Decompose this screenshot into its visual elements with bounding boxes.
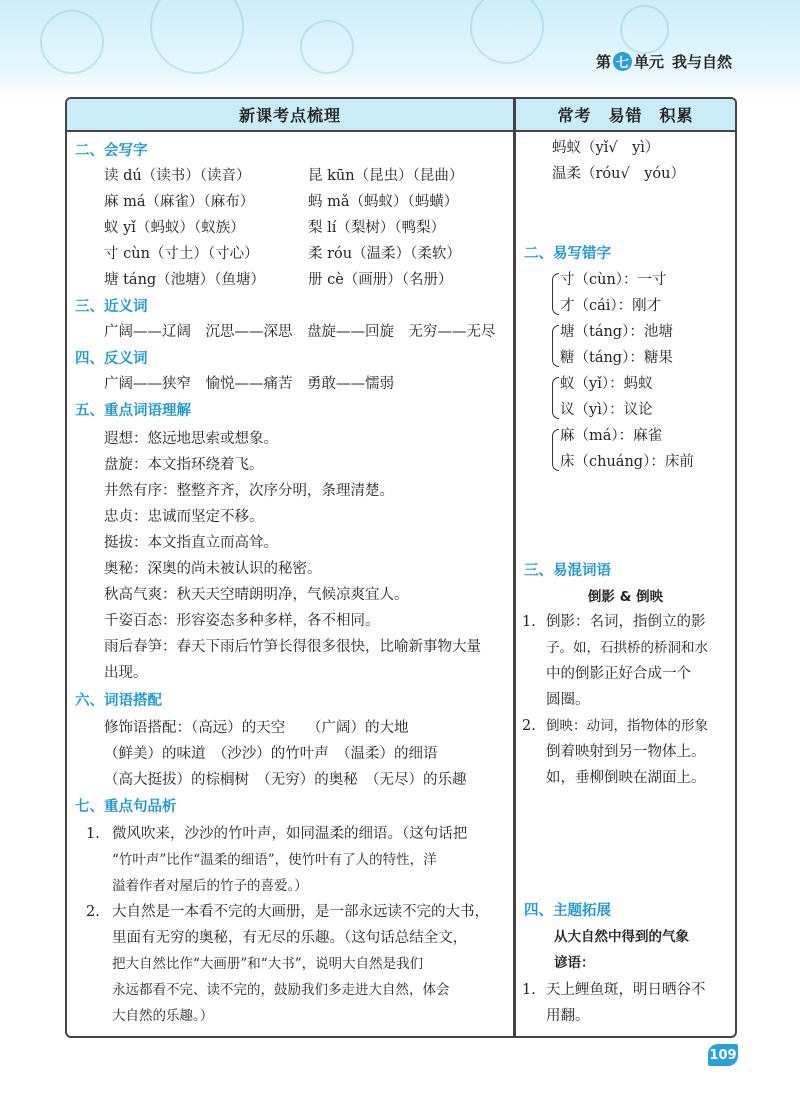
brace-icon	[552, 429, 559, 471]
sentence-item-number: 2.	[86, 904, 100, 920]
section-title-sentence-analysis: 七、重点句品析	[75, 799, 177, 815]
definition-line: 雨后春笋：春天下雨后竹笋长得很多很快，比喻新事物大量	[104, 639, 481, 655]
definition-line: 遐想：悠远地思索或想象。	[104, 431, 278, 447]
synonyms-line: 广阔——辽阔 沉思——深思 盘旋——回旋 无穷——无尽	[104, 324, 496, 340]
brace-icon	[552, 377, 559, 419]
sentence-item-number: 1.	[86, 826, 100, 842]
char-row-5-b: 册 cè（画册）（名册）	[308, 272, 453, 288]
confusing-line: 子。如，石拱桥的桥洞和水	[546, 640, 708, 656]
char-pair-line: 床（chuáng）：床前	[560, 454, 694, 470]
char-pair-line: 蚁（yǐ）：蚂蚁	[560, 376, 653, 392]
definition-line: 秋高气爽：秋天天空晴朗明净，气候凉爽宜人。	[104, 587, 409, 603]
sentence-line: 溢着作者对屋后的竹子的喜爱。）	[112, 878, 308, 894]
left-heading: 新课考点梳理	[67, 99, 513, 132]
section-title-antonyms: 四、反义词	[75, 351, 148, 367]
unit-suffix: 单元	[633, 52, 664, 71]
char-row-2-b: 蚂 mǎ（蚂蚁）（蚂蟥）	[308, 194, 459, 210]
unit-number-badge: 七	[613, 52, 632, 71]
char-row-1-a: 读 dú（读书）（读音）	[104, 168, 251, 184]
char-pair-line: 寸（cùn）：一寸	[560, 272, 667, 288]
confusing-words-subtitle: 倒影 & 倒映	[587, 589, 664, 605]
page-number: 109	[708, 1044, 738, 1066]
sentence-line: 里面有无穷的奥秘，有无尽的乐趣。（这句话总结全文，	[112, 930, 468, 946]
collocation-line: （鲜美）的味道 （沙沙）的竹叶声 （温柔）的细语	[104, 746, 438, 762]
confusing-line: 倒着映射到另一物体上。	[546, 744, 706, 760]
confusing-item-number: 1.	[522, 614, 536, 630]
definition-line: 井然有序：整整齐齐，次序分明，条理清楚。	[104, 483, 394, 499]
confusing-line: 如，垂柳倒映在湖面上。	[546, 770, 706, 786]
collocation-line: （高大挺拔）的棕榈树 （无穷）的奥秘 （无尽）的乐趣	[104, 772, 467, 788]
definition-line: 盘旋：本文指环绕着飞。	[104, 457, 264, 473]
theme-subtitle: 从大自然中得到的气象	[554, 929, 689, 945]
char-row-4-a: 寸 cùn（寸土）（寸心）	[104, 246, 259, 262]
definition-line: 挺拔：本文指直立而高耸。	[104, 535, 278, 551]
pinyin-check-line: 蚂蚁（yǐ√ yì）	[552, 140, 660, 156]
confusing-line: 倒映：动词，指物体的形象	[546, 718, 708, 734]
char-row-3-a: 蚁 yǐ（蚂蚁）（蚁族）	[104, 220, 245, 236]
content-frame	[65, 97, 737, 1038]
section-title-key-words: 五、重点词语理解	[75, 403, 191, 419]
char-row-4-b: 柔 róu（温柔）（柔软）	[308, 246, 461, 262]
theme-subtitle: 谚语：	[554, 955, 595, 971]
unit-header	[596, 50, 732, 72]
section-title-theme-extension: 四、主题拓展	[524, 903, 611, 919]
char-row-3-b: 梨 lí（梨树）（鸭梨）	[308, 220, 446, 236]
confusing-line: 中的倒影正好合成一个	[546, 666, 691, 682]
section-title-confusing-words: 三、易混词语	[524, 563, 611, 579]
section-title-write-chars: 二、会写字	[75, 143, 148, 159]
proverb-item-number: 1.	[522, 982, 536, 998]
unit-prefix: 第	[595, 52, 611, 71]
section-title-collocations: 六、词语搭配	[75, 693, 162, 709]
right-column	[516, 99, 735, 1036]
right-heading: 常考 易错 积累	[516, 99, 735, 132]
sentence-line: 大自然是一本看不完的大画册，是一部永远读不完的大书，	[112, 904, 489, 920]
char-row-1-b: 昆 kūn（昆虫）（昆曲）	[308, 168, 464, 184]
char-row-5-a: 塘 táng（池塘）（鱼塘）	[104, 272, 265, 288]
sentence-line: 大自然的乐趣。）	[112, 1008, 214, 1024]
proverb-line: 用翻。	[546, 1008, 590, 1024]
confusing-line: 圆圈。	[546, 692, 590, 708]
char-pair-line: 才（cái）：刚才	[560, 298, 662, 314]
unit-title: 我与自然	[671, 52, 732, 71]
left-column	[67, 99, 513, 1036]
brace-icon	[552, 325, 559, 367]
sentence-line: 把大自然比作“大画册”和“大书”，说明大自然是我们	[112, 956, 424, 972]
confusing-item-number: 2.	[522, 718, 536, 734]
sentence-line: 微风吹来，沙沙的竹叶声，如同温柔的细语。（这句话把	[112, 826, 468, 842]
confusing-line: 倒影：名词，指倒立的影	[546, 614, 706, 630]
definition-line: 出现。	[104, 665, 148, 681]
definition-line: 忠贞：忠诚而坚定不移。	[104, 509, 264, 525]
char-pair-line: 塘（táng）：池塘	[560, 324, 673, 340]
collocation-line: 修饰语搭配：（高远）的天空 （广阔）的大地	[104, 720, 409, 736]
proverb-line: 天上鲤鱼斑，明日晒谷不	[546, 982, 706, 998]
antonyms-line: 广阔——狭窄 愉悦——痛苦 勇敢——懦弱	[104, 376, 394, 392]
char-row-2-a: 麻 má（麻雀）（麻布）	[104, 194, 255, 210]
char-pair-line: 议（yì）：议论	[560, 402, 653, 418]
char-pair-line: 麻（má）：麻雀	[560, 428, 663, 444]
char-pair-line: 糖（táng）：糖果	[560, 350, 673, 366]
sentence-line: 永远都看不完、读不完的，鼓励我们多走进大自然，体会	[112, 982, 450, 998]
section-title-synonyms: 三、近义词	[75, 299, 148, 315]
definition-line: 千姿百态：形容姿态多种多样，各不相同。	[104, 613, 380, 629]
section-title-easy-miswrite: 二、易写错字	[524, 246, 611, 262]
definition-line: 奥秘：深奥的尚未被认识的秘密。	[104, 561, 322, 577]
sentence-line: “竹叶声”比作“温柔的细语”，使竹叶有了人的特性，洋	[112, 852, 437, 868]
brace-icon	[552, 273, 559, 315]
pinyin-check-line: 温柔（róu√ yóu）	[552, 166, 685, 182]
